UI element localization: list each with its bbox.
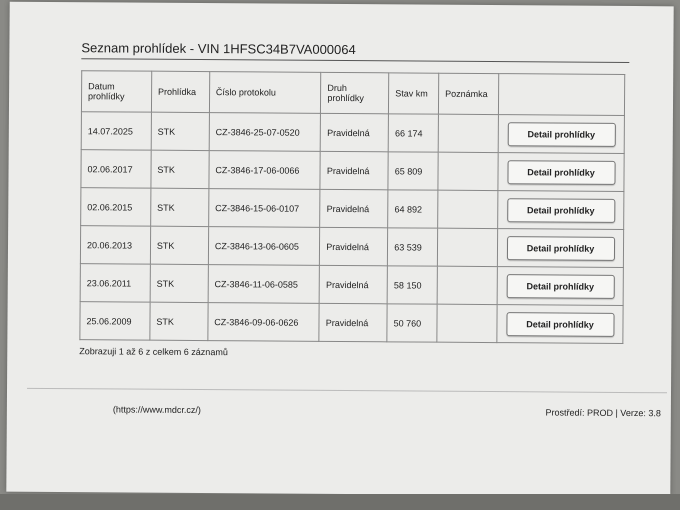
cell-km: 64 892 [388, 190, 438, 228]
title-divider [81, 58, 629, 63]
table-header-row [81, 71, 624, 116]
cell-action [497, 267, 623, 306]
table-row [81, 112, 624, 154]
cell-action [498, 115, 624, 154]
column-header-inspection: Prohlídka [151, 71, 209, 112]
column-header-protocol: Číslo protokolu [209, 72, 321, 114]
cell-km: 58 150 [387, 266, 437, 304]
cell-action [497, 229, 623, 268]
column-header-km: Stav km [389, 73, 439, 114]
background-surface [0, 494, 680, 510]
table-row [80, 226, 623, 268]
cell-date: 02.06.2015 [81, 188, 151, 226]
detail-button[interactable]: Detail prohlídky [507, 160, 615, 185]
cell-kind: Pravidelná [319, 265, 387, 303]
column-header-kind: Druh prohlídky [321, 72, 389, 113]
page-title: Seznam prohlídek - VIN 1HFSC34B7VA000064 [81, 40, 356, 58]
cell-km: 63 539 [388, 228, 438, 266]
detail-button[interactable]: Detail prohlídky [506, 274, 614, 299]
cell-note [437, 228, 497, 266]
cell-date: 23.06.2011 [80, 264, 150, 302]
column-header-note: Poznámka [438, 73, 498, 114]
cell-kind: Pravidelná [319, 303, 387, 341]
detail-button[interactable]: Detail prohlídky [507, 198, 615, 223]
cell-action [498, 191, 624, 230]
table-row [81, 188, 624, 230]
cell-type: STK [151, 188, 209, 226]
footer-link[interactable]: (https://www.mdcr.cz/) [112, 404, 201, 416]
cell-type: STK [150, 264, 208, 302]
cell-note [438, 152, 498, 190]
cell-km: 66 174 [388, 114, 438, 152]
cell-note [437, 304, 497, 342]
cell-note [438, 190, 498, 228]
cell-action [497, 305, 623, 344]
column-header-date: Datum prohlídky [81, 71, 151, 112]
cell-date: 25.06.2009 [80, 302, 150, 340]
column-header-action [498, 74, 624, 116]
footer-environment: Prostředí: PROD | Verze: 3.8 [545, 407, 661, 419]
table-row [80, 264, 623, 306]
cell-date: 20.06.2013 [80, 226, 150, 264]
cell-kind: Pravidelná [320, 151, 388, 189]
cell-protocol: CZ-3846-17-06-0066 [209, 151, 321, 190]
cell-type: STK [150, 226, 208, 264]
cell-kind: Pravidelná [320, 113, 388, 151]
cell-kind: Pravidelná [320, 227, 388, 265]
cell-action [498, 153, 624, 192]
cell-protocol: CZ-3846-11-06-0585 [208, 265, 320, 304]
printed-page [6, 2, 673, 497]
cell-kind: Pravidelná [320, 189, 388, 227]
inspections-table [79, 70, 625, 344]
records-count: Zobrazuji 1 až 6 z celkem 6 záznamů [79, 346, 228, 358]
cell-note [438, 114, 498, 152]
footer-divider [27, 388, 667, 393]
detail-button[interactable]: Detail prohlídky [506, 236, 614, 261]
table-row [80, 302, 623, 344]
cell-protocol: CZ-3846-25-07-0520 [209, 113, 321, 152]
cell-date: 02.06.2017 [81, 150, 151, 188]
cell-date: 14.07.2025 [81, 112, 151, 150]
cell-km: 50 760 [387, 304, 437, 342]
detail-button[interactable]: Detail prohlídky [507, 122, 615, 147]
cell-type: STK [150, 302, 208, 340]
cell-protocol: CZ-3846-15-06-0107 [208, 189, 320, 228]
cell-type: STK [151, 150, 209, 188]
cell-protocol: CZ-3846-13-06-0605 [208, 227, 320, 266]
cell-note [437, 266, 497, 304]
detail-button[interactable]: Detail prohlídky [506, 312, 614, 337]
cell-type: STK [151, 112, 209, 150]
table-row [81, 150, 624, 192]
cell-km: 65 809 [388, 152, 438, 190]
cell-protocol: CZ-3846-09-06-0626 [208, 303, 320, 342]
